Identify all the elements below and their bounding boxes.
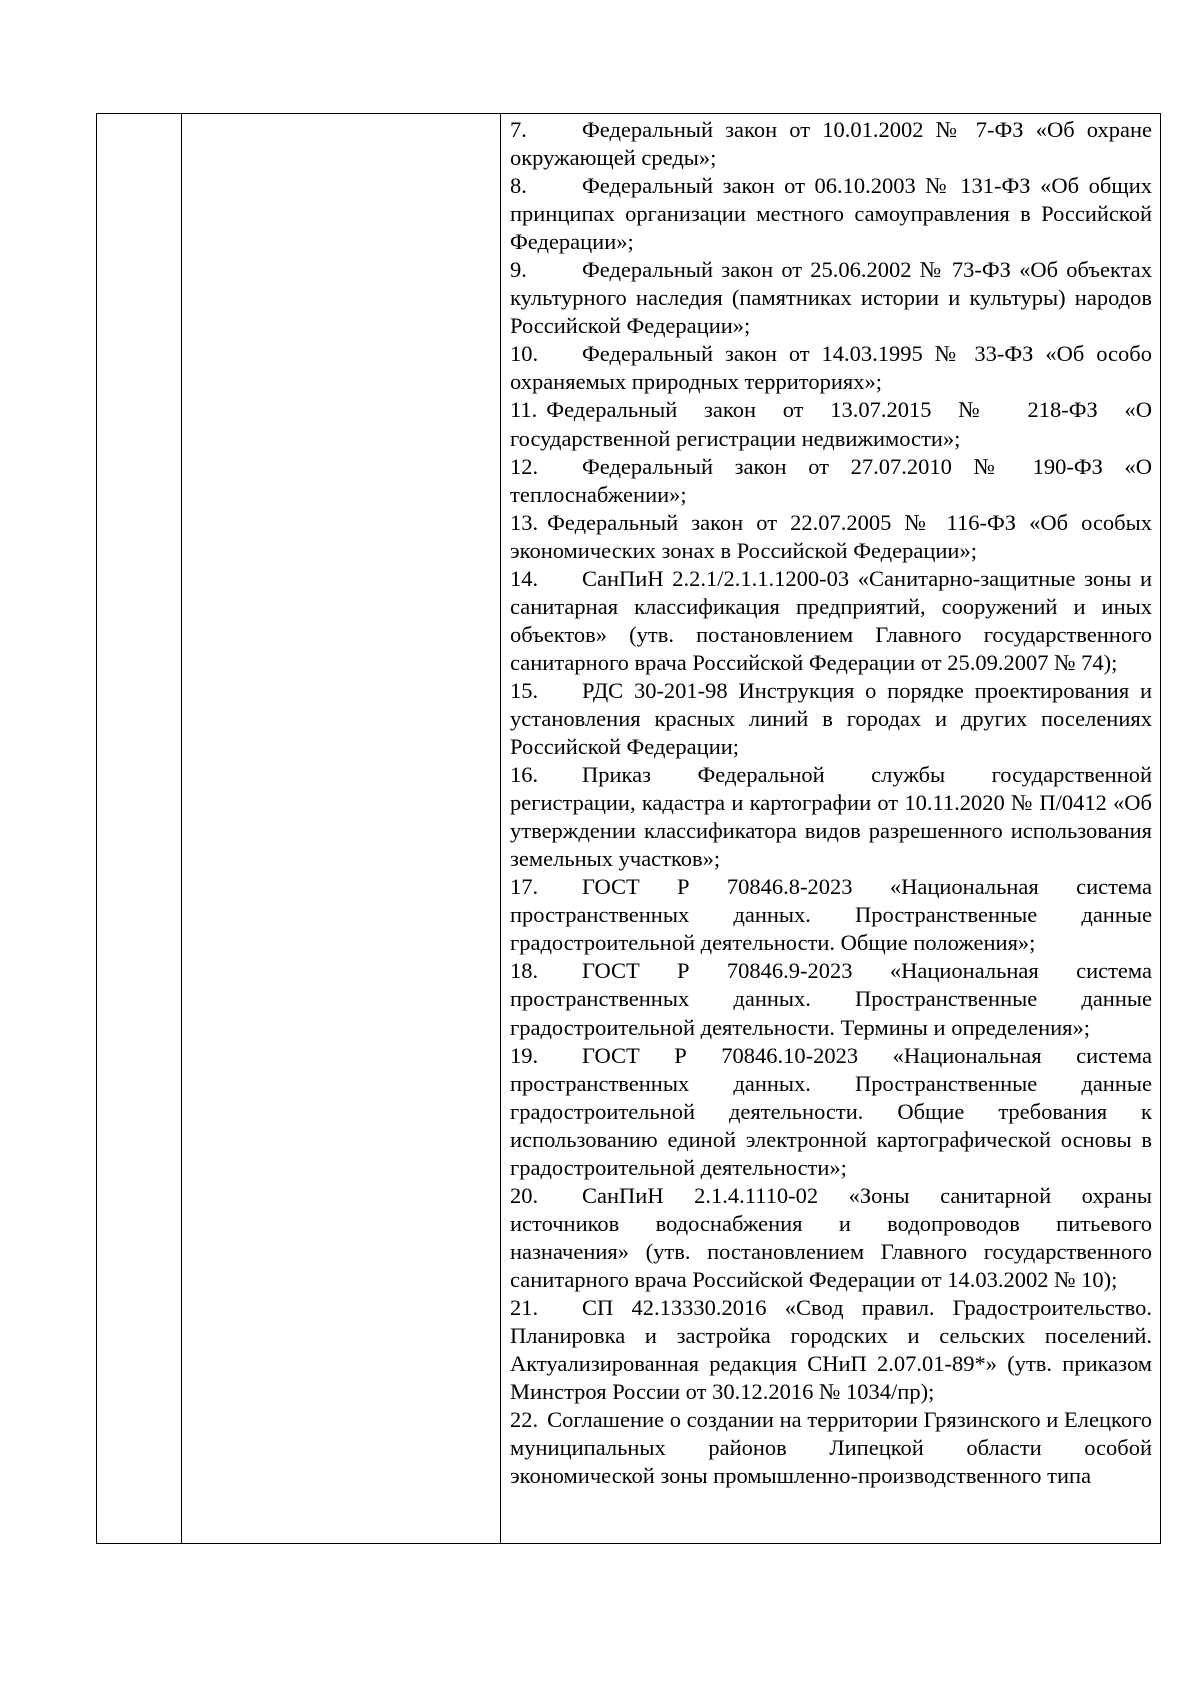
- list-item: [510, 565, 1152, 677]
- list-item-number: 8.: [510, 173, 527, 199]
- document-table: [96, 113, 1161, 1544]
- list-item-text: Федеральный закон от 22.07.2005 № 116-ФЗ «Об особых экономических зонах в Российской Федерации»;: [510, 509, 1152, 563]
- list-item: [510, 340, 1152, 396]
- list-item-text: ГОСТ Р 70846.9-2023 «Национальная система пространственных данных. Пространственные данные градостроительной деятельности. Термины и определения»;: [510, 958, 1152, 1040]
- list-item-number: 7.: [510, 117, 527, 142]
- list-item-number: 20.: [510, 1182, 539, 1208]
- list-item-number: 16.: [510, 762, 539, 788]
- list-item: [510, 677, 1152, 761]
- list-item-text: СанПиН 2.1.4.1110-02 «Зоны санитарной охраны источников водоснабжения и водопроводов питьевого назначения» (утв. постановлением Главного государственного санитарного врача Российской Федерации от 14.03.2002 № 10);: [510, 1182, 1152, 1292]
- list-item-number: 19.: [510, 1042, 539, 1068]
- list-item-text: ГОСТ Р 70846.10-2023 «Национальная система пространственных данных. Пространственные данные градостроительной деятельности. Общие требования к использованию единой электронной картографической основы в градостроительной деятельности»;: [510, 1042, 1152, 1180]
- list-item-number: 11.: [510, 397, 538, 423]
- list-item-text: Федеральный закон от 27.07.2010 № 190-ФЗ «О теплоснабжении»;: [510, 453, 1152, 507]
- list-item: [510, 1294, 1152, 1406]
- list-item-number: 9.: [510, 257, 527, 283]
- list-item: [510, 873, 1152, 957]
- list-item-text: Федеральный закон от 10.01.2002 № 7-ФЗ «Об охране окружающей среды»;: [510, 117, 1152, 171]
- legal-acts-list: [501, 114, 1160, 1543]
- table-row: [97, 114, 1161, 1544]
- list-item: [510, 453, 1152, 509]
- list-item-text: Приказ Федеральной службы государственной регистрации, кадастра и картографии от 10.11.2020 № П/0412 «Об утверждении классификатора видов разрешенного использования земельных участков»;: [510, 762, 1152, 872]
- list-item-number: 12.: [510, 453, 539, 479]
- list-item-text: СанПиН 2.2.1/2.1.1.1200-03 «Санитарно-защитные зоны и санитарная классификация предприятий, сооружений и иных объектов» (утв. постановлением Главного государственного санитарного врача Российской Федерации от 25.09.2007 № 74);: [510, 565, 1152, 675]
- list-item: [510, 1406, 1152, 1490]
- list-item-text: РДС 30-201-98 Инструкция о порядке проектирования и установления красных линий в городах и других поселениях Российской Федерации;: [510, 677, 1152, 760]
- list-item-number: 18.: [510, 958, 539, 984]
- list-item-number: 22.: [510, 1407, 539, 1433]
- list-item: [510, 256, 1152, 340]
- table-cell-number: [97, 114, 182, 1544]
- list-item-number: 14.: [510, 565, 539, 591]
- list-item-text: Федеральный закон от 13.07.2015 № 218-ФЗ «О государственной регистрации недвижимости»;: [510, 397, 1152, 451]
- list-item: [510, 172, 1152, 256]
- list-item: [510, 116, 1152, 172]
- list-item: [510, 396, 1152, 452]
- list-item-number: 10.: [510, 341, 539, 367]
- list-item-text: Федеральный закон от 06.10.2003 № 131-ФЗ «Об общих принципах организации местного самоуправления в Российской Федерации»;: [510, 173, 1152, 255]
- list-item: [510, 509, 1152, 565]
- list-item-text: ГОСТ Р 70846.8-2023 «Национальная система пространственных данных. Пространственные данные градостроительной деятельности. Общие положения»;: [510, 874, 1152, 956]
- table-cell-description: [182, 114, 501, 1544]
- list-item: [510, 1042, 1152, 1182]
- list-item: [510, 761, 1152, 873]
- list-item: [510, 957, 1152, 1041]
- list-item: [510, 1182, 1152, 1294]
- list-item-number: 17.: [510, 874, 539, 900]
- list-item-number: 15.: [510, 677, 539, 703]
- list-item-text: Соглашение о создании на территории Грязинского и Елецкого муниципальных районов Липецкой области особой экономической зоны промышленно-производственного типа: [510, 1407, 1152, 1489]
- list-item-number: 21.: [510, 1294, 539, 1320]
- list-item-text: СП 42.13330.2016 «Свод правил. Градостроительство. Планировка и застройка городских и сельских поселений. Актуализированная редакция СНиП 2.07.01-89*» (утв. приказом Минстроя России от 30.12.2016 № 1034/пр);: [510, 1294, 1152, 1405]
- list-item-number: 13.: [510, 509, 539, 535]
- list-item-text: Федеральный закон от 25.06.2002 № 73-ФЗ «Об объектах культурного наследия (памятниках истории и культуры) народов Российской Федерации»;: [510, 257, 1152, 339]
- table-cell-legal-acts: [501, 114, 1161, 1544]
- list-item-text: Федеральный закон от 14.03.1995 № 33-ФЗ «Об особо охраняемых природных территориях»;: [510, 341, 1152, 395]
